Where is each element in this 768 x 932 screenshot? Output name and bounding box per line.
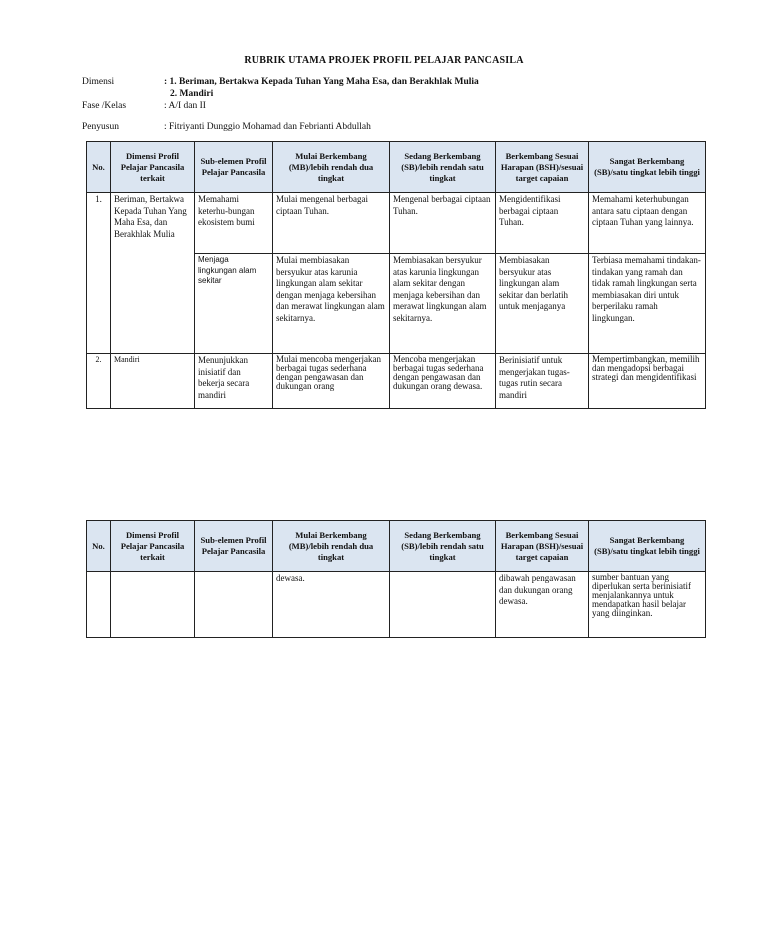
header-dimensi: Dimensi Profil Pelajar Pancasila terkait [111,142,195,193]
row-number [87,572,111,638]
row-number: 1. [87,193,111,354]
sangat-cell: sumber bantuan yang diperlukan serta berinisiatif menjalankannya untuk mendapatkan hasil belajar yang diinginkan. [589,572,706,638]
header-no: No. [87,521,111,572]
sb-cell [390,572,496,638]
page-title: RUBRIK UTAMA PROJEK PROFIL PELAJAR PANCASILA [244,55,524,66]
mb-cell: Mulai mengenal berbagai ciptaan Tuhan. [273,193,390,254]
dimensi-value-2: 2. Mandiri [170,89,214,99]
header-sb: Sedang Berkembang (SB)/lebih rendah satu tingkat [390,142,496,193]
sb-cell: Mencoba mengerjakan berbagai tugas sederhana dengan pengawasan dan dukungan orang dewasa. [390,354,496,409]
table-header-row [87,142,706,193]
bsh-cell: Berinisiatif untuk mengerjakan tugas-tugas rutin secara mandiri [496,354,589,409]
header-sub-elemen: Sub-elemen Profil Pelajar Pancasila [195,142,273,193]
dimensi-cell [111,572,195,638]
sub-elemen-cell: Menjaga lingkungan alam sekitar [195,254,273,354]
penyusun-value: : Fitriyanti Dunggio Mohamad dan Febrianti Abdullah [164,122,371,132]
fase-label: Fase /Kelas [82,101,127,111]
mb-cell: Mulai mencoba mengerjakan berbagai tugas sederhana dengan pengawasan dan dukungan orang [273,354,390,409]
header-sub-elemen: Sub-elemen Profil Pelajar Pancasila [195,521,273,572]
sangat-cell: Mempertimbangkan, memilih dan mengadopsi berbagai strategi dan mengidentifikasi [589,354,706,409]
header-no: No. [87,142,111,193]
table-row [87,572,706,638]
bsh-cell: Membiasakan bersyukur atas lingkungan alam sekitar dan berlatih untuk menjaganya [496,254,589,354]
header-bsh: Berkembang Sesuai Harapan (BSH)/sesuai target capaian [496,521,589,572]
sb-cell: Membiasakan bersyukur atas karunia lingkungan alam sekitar dengan menjaga kebersihan dan merawat lingkungan alam sekitarnya. [390,254,496,354]
header-sangat: Sangat Berkembang (SB)/satu tingkat lebih tinggi [589,521,706,572]
sub-elemen-cell: Memahami keterhu-bungan ekosistem bumi [195,193,273,254]
dimensi-cell: Mandiri [111,354,195,409]
table-header-row [87,521,706,572]
mb-cell: Mulai membiasakan bersyukur atas karunia lingkungan alam sekitar dengan menjaga kebersihan dan merawat lingkungan alam sekitarnya. [273,254,390,354]
sub-elemen-cell [195,572,273,638]
table-row [87,193,706,254]
rubric-table-1 [86,141,706,409]
rubric-table-2 [86,520,706,638]
sub-elemen-cell: Menunjukkan inisiatif dan bekerja secara mandiri [195,354,273,409]
header-mb: Mulai Berkembang (MB)/lebih rendah dua tingkat [273,142,390,193]
header-sangat: Sangat Berkembang (SB)/satu tingkat lebih tinggi [589,142,706,193]
header-mb: Mulai Berkembang (MB)/lebih rendah dua tingkat [273,521,390,572]
fase-value: : A/I dan II [164,101,206,111]
sangat-cell: Terbiasa memahami tindakan-tindakan yang ramah dan tidak ramah lingkungan serta membiasakan diri untuk berperilaku ramah lingkungan. [589,254,706,354]
sb-cell: Mengenal berbagai ciptaan Tuhan. [390,193,496,254]
dimensi-value-1: : 1. Beriman, Bertakwa Kepada Tuhan Yang Maha Esa, dan Berakhlak Mulia [164,77,479,87]
dimensi-cell: Beriman, Bertakwa Kepada Tuhan Yang Maha Esa, dan Berakhlak Mulia [111,193,195,354]
row-number: 2. [87,354,111,409]
bsh-cell: Mengidentifikasi berbagai ciptaan Tuhan. [496,193,589,254]
header-bsh: Berkembang Sesuai Harapan (BSH)/sesuai target capaian [496,142,589,193]
dimensi-label: Dimensi [82,77,115,87]
sangat-cell: Memahami keterhubungan antara satu ciptaan dengan ciptaan Tuhan yang lainnya. [589,193,706,254]
bsh-cell: dibawah pengawasan dan dukungan orang dewasa. [496,572,589,638]
penyusun-label: Penyusun [82,122,119,132]
header-sb: Sedang Berkembang (SB)/lebih rendah satu tingkat [390,521,496,572]
header-dimensi: Dimensi Profil Pelajar Pancasila terkait [111,521,195,572]
mb-cell: dewasa. [273,572,390,638]
table-row [87,354,706,409]
